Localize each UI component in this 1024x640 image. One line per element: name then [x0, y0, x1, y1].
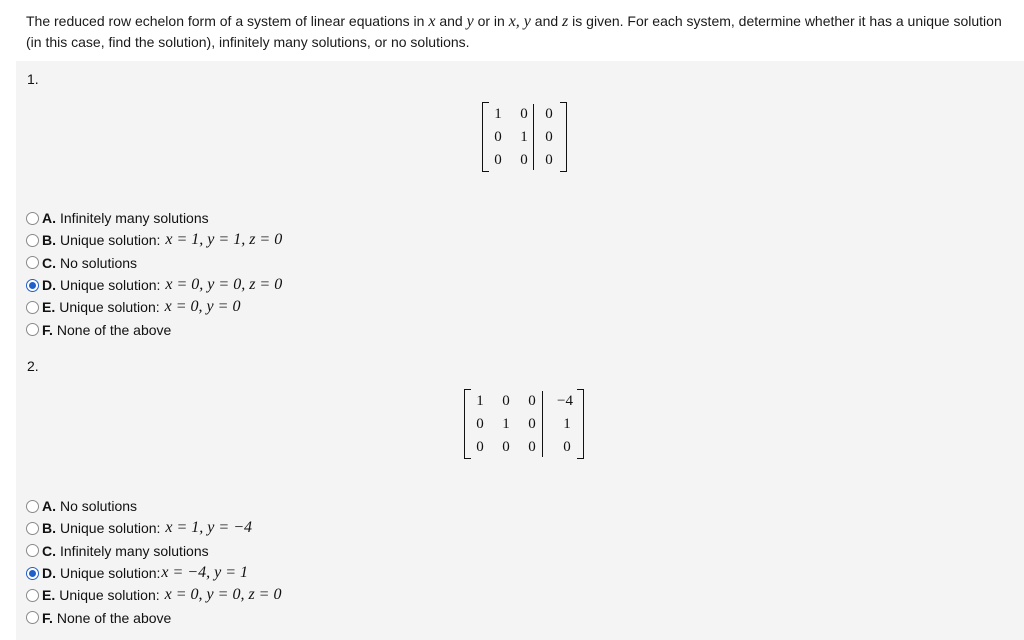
matrix-cell: 0: [528, 393, 536, 409]
radio-button[interactable]: [26, 611, 39, 624]
matrix-cell: −4: [557, 393, 573, 409]
matrix-cell: 0: [545, 152, 553, 168]
option-text: None of the above: [56, 609, 172, 626]
matrix-cell: 0: [476, 416, 484, 432]
instructions-text-3: or in: [473, 13, 509, 29]
matrix-cell: 0: [528, 439, 536, 455]
option-letter: F.: [42, 609, 53, 626]
matrix-cell: 0: [545, 129, 553, 145]
option-math: x = 1, y = 1, z = 0: [165, 231, 283, 249]
matrix-cell: 0: [520, 152, 528, 168]
matrix-left-bracket: [482, 102, 489, 172]
radio-button-selected[interactable]: [26, 567, 39, 580]
radio-button-selected[interactable]: [26, 279, 39, 292]
matrix-cell: 0: [520, 106, 528, 122]
option-1d[interactable]: [26, 274, 282, 296]
option-text: Unique solution:: [60, 232, 161, 249]
augment-bar: [533, 104, 534, 170]
option-math: x = 1, y = −4: [165, 519, 252, 537]
matrix-cell: 0: [502, 439, 510, 455]
radio-button[interactable]: [26, 589, 39, 602]
radio-button[interactable]: [26, 522, 39, 535]
option-math: x = 0, y = 0: [164, 298, 241, 316]
matrix-cell: 1: [476, 393, 484, 409]
option-1b[interactable]: [26, 229, 282, 251]
option-letter: E.: [42, 299, 56, 316]
matrix-cell: 0: [476, 439, 484, 455]
instructions: [26, 11, 1011, 53]
option-1f[interactable]: [26, 318, 282, 340]
option-letter: C.: [42, 542, 56, 559]
option-text: None of the above: [56, 321, 172, 338]
option-text: Unique solution:: [59, 299, 160, 316]
radio-button[interactable]: [26, 212, 39, 225]
instructions-text-2: and: [435, 13, 467, 29]
option-text: No solutions: [60, 498, 138, 515]
option-letter: D.: [42, 277, 56, 294]
radio-button[interactable]: [26, 256, 39, 269]
matrix-cell: 0: [494, 129, 502, 145]
matrix-cell: 0: [545, 106, 553, 122]
matrix-cell: 1: [502, 416, 510, 432]
option-text: Unique solution:: [59, 587, 160, 604]
matrix-cell: 0: [502, 393, 510, 409]
radio-button[interactable]: [26, 301, 39, 314]
question-2-number: 2.: [27, 358, 39, 374]
option-letter: C.: [42, 254, 56, 271]
question-1-options: [26, 207, 282, 341]
option-2c[interactable]: [26, 540, 281, 562]
option-text: Infinitely many solutions: [60, 210, 209, 227]
radio-button[interactable]: [26, 500, 39, 513]
matrix-cell: 1: [520, 129, 528, 145]
option-2b[interactable]: [26, 517, 281, 539]
option-letter: B.: [42, 232, 56, 249]
option-math: x = 0, y = 0, z = 0: [165, 276, 283, 294]
radio-button[interactable]: [26, 234, 39, 247]
option-2f[interactable]: [26, 606, 281, 628]
question-2-options: [26, 495, 281, 629]
var-xy: x, y: [508, 13, 531, 30]
matrix-cell: 1: [563, 416, 571, 432]
radio-button[interactable]: [26, 544, 39, 557]
option-text: No solutions: [60, 254, 138, 271]
instructions-text-1: The reduced row echelon form of a system of linear equations in: [26, 13, 429, 29]
question-2-matrix: [464, 389, 584, 459]
matrix-cell: 0: [528, 416, 536, 432]
var-z: z: [562, 13, 569, 30]
var-y: y: [466, 13, 474, 30]
option-letter: A.: [42, 210, 56, 227]
option-letter: E.: [42, 587, 56, 604]
option-text: Unique solution:: [60, 565, 161, 582]
option-letter: F.: [42, 321, 53, 338]
matrix-cell: 1: [494, 106, 502, 122]
option-text: Infinitely many solutions: [60, 542, 209, 559]
matrix-left-bracket: [464, 389, 471, 459]
option-2d[interactable]: [26, 562, 281, 584]
option-1a[interactable]: [26, 207, 282, 229]
option-text: Unique solution:: [60, 520, 161, 537]
option-text: Unique solution:: [60, 277, 161, 294]
matrix-cell: 0: [494, 152, 502, 168]
var-x: x: [428, 13, 436, 30]
option-2e[interactable]: [26, 584, 281, 606]
augment-bar: [542, 391, 543, 457]
option-1e[interactable]: [26, 296, 282, 318]
instructions-text-4: and: [530, 13, 563, 29]
question-1-number: 1.: [27, 71, 39, 87]
option-math: x = 0, y = 0, z = 0: [164, 586, 282, 604]
option-2a[interactable]: [26, 495, 281, 517]
option-letter: B.: [42, 520, 56, 537]
option-1c[interactable]: [26, 252, 282, 274]
matrix-cell: 0: [563, 439, 571, 455]
instructions-text-5: is given. For each system, determine whether it has a unique solution (in this case, find the solution), infinitely many solutions, or no solutions.: [26, 13, 1002, 50]
matrix-right-bracket: [560, 102, 567, 172]
question-1-matrix: [482, 102, 567, 172]
option-math: x = −4, y = 1: [161, 564, 248, 582]
option-letter: A.: [42, 498, 56, 515]
radio-button[interactable]: [26, 323, 39, 336]
option-letter: D.: [42, 565, 56, 582]
